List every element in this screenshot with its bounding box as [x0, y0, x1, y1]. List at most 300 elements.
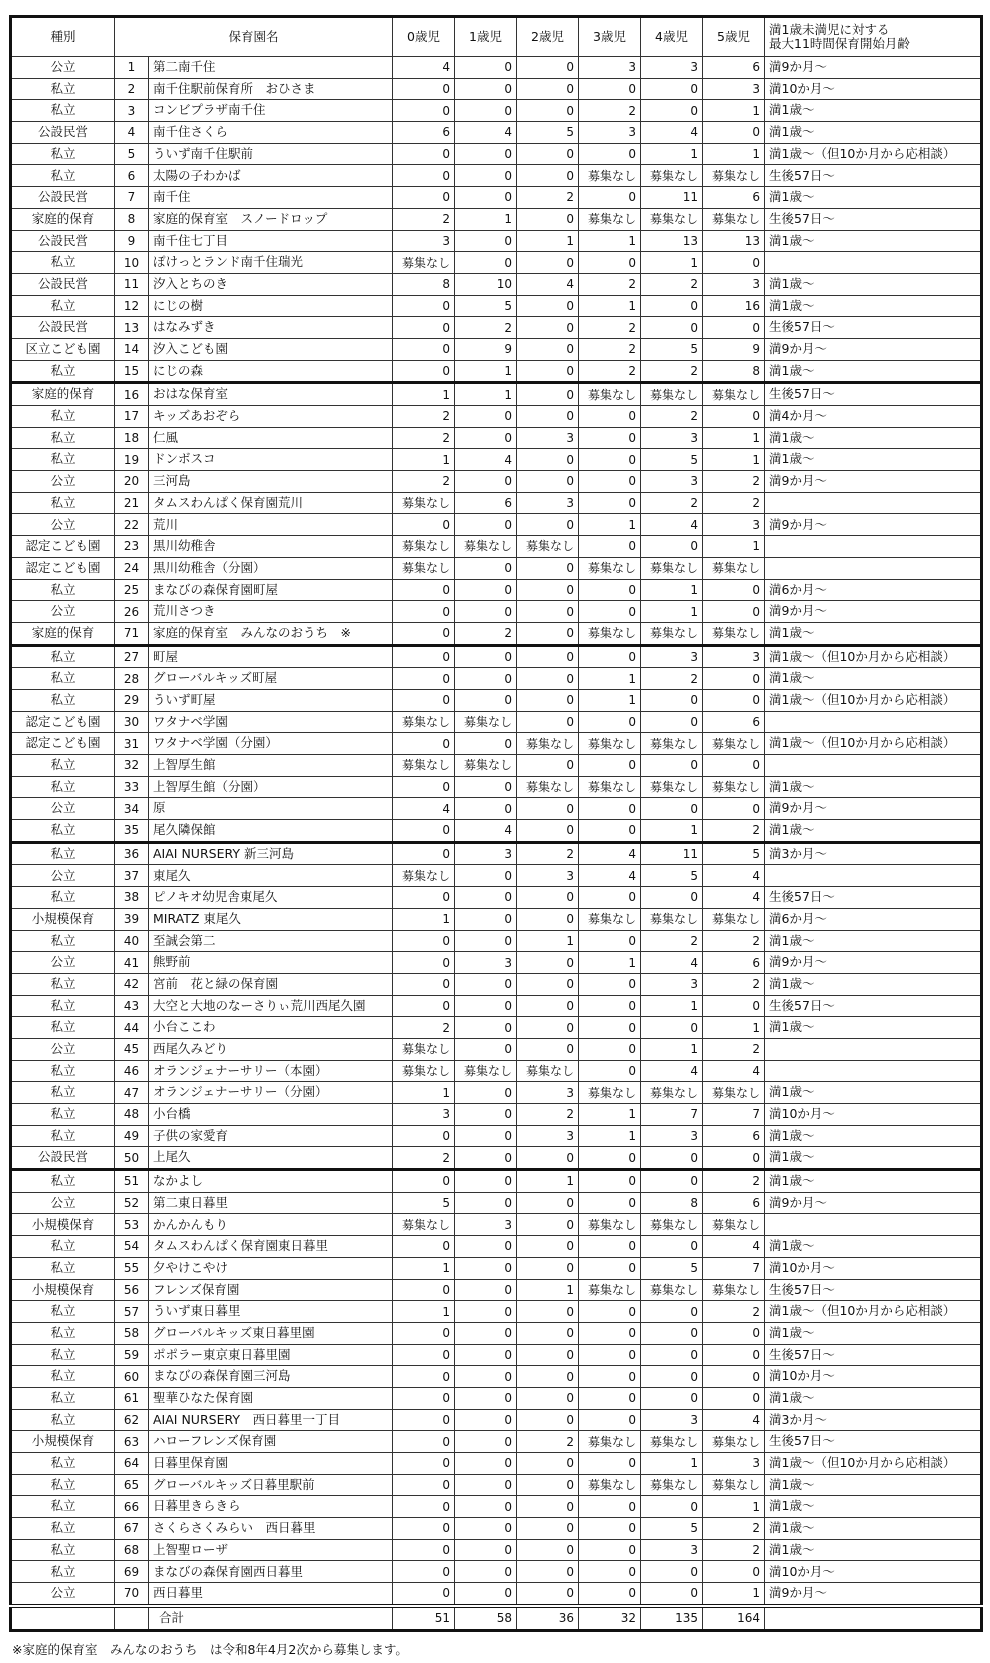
- age5-cell: 募集なし: [703, 776, 765, 798]
- age5-cell: 2: [703, 820, 765, 843]
- note-cell: [765, 755, 982, 777]
- age4-cell: 0: [641, 1496, 703, 1518]
- age4-cell: 0: [641, 78, 703, 100]
- vacancy-table-container: [9, 15, 983, 1632]
- total-age5: 164: [703, 1606, 765, 1630]
- table-row: [11, 579, 982, 601]
- age3-cell: 1: [579, 230, 641, 252]
- age4-cell: 0: [641, 1344, 703, 1366]
- name-cell: ドンボスコ: [149, 449, 393, 471]
- note-cell: [765, 536, 982, 558]
- name-cell: 南千住駅前保育所 おひさま: [149, 78, 393, 100]
- age4-cell: 1: [641, 601, 703, 623]
- age3-cell: 募集なし: [579, 1431, 641, 1453]
- age2-cell: 2: [517, 1431, 579, 1453]
- note-cell: 生後57日～: [765, 1431, 982, 1453]
- age0-cell: 募集なし: [393, 492, 455, 514]
- no-cell: 2: [115, 78, 149, 100]
- table-row: [11, 865, 982, 887]
- name-cell: 原: [149, 798, 393, 820]
- note-cell: 満9か月～: [765, 471, 982, 493]
- name-cell: ぽけっとランド南千住瑞光: [149, 252, 393, 274]
- age1-cell: 0: [455, 689, 517, 711]
- type-cell: 私立: [11, 820, 115, 843]
- age3-cell: 3: [579, 122, 641, 144]
- age5-cell: 募集なし: [703, 908, 765, 930]
- age2-cell: 0: [517, 668, 579, 690]
- name-cell: ワタナベ学園: [149, 711, 393, 733]
- age5-cell: 7: [703, 1257, 765, 1279]
- age3-cell: 1: [579, 1125, 641, 1147]
- table-row: [11, 1561, 982, 1583]
- no-cell: 13: [115, 317, 149, 339]
- age4-cell: 募集なし: [641, 165, 703, 187]
- age3-cell: 0: [579, 536, 641, 558]
- note-cell: 満6か月～: [765, 579, 982, 601]
- name-cell: にじの森: [149, 360, 393, 383]
- age1-cell: 0: [455, 973, 517, 995]
- age0-cell: 募集なし: [393, 865, 455, 887]
- no-cell: 18: [115, 427, 149, 449]
- table-row: [11, 995, 982, 1017]
- age3-cell: 募集なし: [579, 1279, 641, 1301]
- age3-cell: 1: [579, 668, 641, 690]
- age4-cell: 1: [641, 1453, 703, 1475]
- note-cell: 満1歳～: [765, 1147, 982, 1170]
- age4-cell: 1: [641, 252, 703, 274]
- age5-cell: 1: [703, 1583, 765, 1606]
- total-note: [765, 1606, 982, 1630]
- no-cell: 63: [115, 1431, 149, 1453]
- table-row: [11, 57, 982, 79]
- age4-cell: 1: [641, 1038, 703, 1060]
- note-cell: 満9か月～: [765, 1192, 982, 1214]
- age2-cell: 0: [517, 1583, 579, 1606]
- no-cell: 32: [115, 755, 149, 777]
- table-row: [11, 755, 982, 777]
- table-row: [11, 1583, 982, 1606]
- age5-cell: 13: [703, 230, 765, 252]
- table-row: [11, 1257, 982, 1279]
- name-cell: 黒川幼稚舎（分園）: [149, 557, 393, 579]
- age4-cell: 4: [641, 122, 703, 144]
- age4-cell: 4: [641, 1060, 703, 1082]
- age0-cell: 1: [393, 908, 455, 930]
- no-cell: 35: [115, 820, 149, 843]
- age3-cell: 2: [579, 100, 641, 122]
- no-cell: 64: [115, 1453, 149, 1475]
- no-cell: 44: [115, 1017, 149, 1039]
- age1-cell: 0: [455, 668, 517, 690]
- age3-cell: 2: [579, 273, 641, 295]
- age3-cell: 募集なし: [579, 622, 641, 645]
- age0-cell: 募集なし: [393, 536, 455, 558]
- type-cell: 私立: [11, 1301, 115, 1323]
- age3-cell: 0: [579, 1236, 641, 1258]
- age3-cell: 0: [579, 187, 641, 209]
- age3-cell: 0: [579, 645, 641, 668]
- age2-cell: 0: [517, 1301, 579, 1323]
- age1-cell: 募集なし: [455, 1060, 517, 1082]
- age4-cell: 4: [641, 514, 703, 536]
- age0-cell: 0: [393, 689, 455, 711]
- age0-cell: 0: [393, 1539, 455, 1561]
- age2-cell: 0: [517, 1474, 579, 1496]
- name-cell: さくらさくみらい 西日暮里: [149, 1518, 393, 1540]
- name-cell: 子供の家愛育: [149, 1125, 393, 1147]
- age3-cell: 募集なし: [579, 383, 641, 406]
- note-cell: 満4か月～: [765, 406, 982, 428]
- note-cell: 満1歳～: [765, 1125, 982, 1147]
- no-cell: 7: [115, 187, 149, 209]
- age2-cell: 3: [517, 427, 579, 449]
- note-cell: 満1歳～: [765, 1474, 982, 1496]
- name-cell: 家庭的保育室 スノードロップ: [149, 208, 393, 230]
- name-cell: 汐入こども園: [149, 338, 393, 360]
- table-row: [11, 930, 982, 952]
- table-row: [11, 187, 982, 209]
- age1-cell: 0: [455, 1322, 517, 1344]
- no-cell: 19: [115, 449, 149, 471]
- no-cell: 37: [115, 865, 149, 887]
- no-cell: 4: [115, 122, 149, 144]
- age3-cell: 募集なし: [579, 733, 641, 755]
- table-row: [11, 383, 982, 406]
- age4-cell: 7: [641, 1104, 703, 1126]
- age2-cell: 0: [517, 645, 579, 668]
- age0-cell: 0: [393, 1236, 455, 1258]
- age5-cell: 0: [703, 1387, 765, 1409]
- type-cell: 認定こども園: [11, 711, 115, 733]
- age4-cell: 0: [641, 689, 703, 711]
- age0-cell: 0: [393, 514, 455, 536]
- note-cell: 満10か月～: [765, 1366, 982, 1388]
- total-type-cell: [11, 1606, 115, 1630]
- age3-cell: 0: [579, 930, 641, 952]
- age1-cell: 0: [455, 798, 517, 820]
- name-cell: 荒川: [149, 514, 393, 536]
- type-cell: 私立: [11, 492, 115, 514]
- type-cell: 公設民営: [11, 187, 115, 209]
- note-cell: 満10か月～: [765, 1104, 982, 1126]
- age2-cell: 0: [517, 78, 579, 100]
- age3-cell: 0: [579, 143, 641, 165]
- type-cell: 私立: [11, 1170, 115, 1193]
- note-cell: 満1歳～: [765, 1236, 982, 1258]
- age5-cell: 6: [703, 1192, 765, 1214]
- age1-cell: 3: [455, 842, 517, 865]
- name-cell: 町屋: [149, 645, 393, 668]
- age0-cell: 0: [393, 1561, 455, 1583]
- age2-cell: 2: [517, 842, 579, 865]
- type-cell: 私立: [11, 973, 115, 995]
- age3-cell: 0: [579, 1257, 641, 1279]
- age5-cell: 0: [703, 601, 765, 623]
- age4-cell: 5: [641, 338, 703, 360]
- age3-cell: 2: [579, 360, 641, 383]
- age5-cell: 0: [703, 1322, 765, 1344]
- type-cell: 私立: [11, 1322, 115, 1344]
- type-cell: 公立: [11, 952, 115, 974]
- no-cell: 51: [115, 1170, 149, 1193]
- note-cell: 満1歳～: [765, 776, 982, 798]
- age4-cell: 募集なし: [641, 908, 703, 930]
- age1-cell: 1: [455, 360, 517, 383]
- age4-cell: 0: [641, 100, 703, 122]
- age1-cell: 10: [455, 273, 517, 295]
- type-cell: 私立: [11, 1104, 115, 1126]
- type-cell: 私立: [11, 1474, 115, 1496]
- age2-cell: 募集なし: [517, 776, 579, 798]
- age1-cell: 0: [455, 57, 517, 79]
- age1-cell: 0: [455, 776, 517, 798]
- no-cell: 67: [115, 1518, 149, 1540]
- age1-cell: 0: [455, 1236, 517, 1258]
- header-age3: 3歳児: [579, 17, 641, 57]
- age5-cell: 4: [703, 887, 765, 909]
- age2-cell: 0: [517, 295, 579, 317]
- type-cell: 私立: [11, 100, 115, 122]
- table-row: [11, 645, 982, 668]
- name-cell: 上智聖ローザ: [149, 1539, 393, 1561]
- note-cell: 満9か月～: [765, 57, 982, 79]
- age3-cell: 0: [579, 1539, 641, 1561]
- no-cell: 10: [115, 252, 149, 274]
- no-cell: 68: [115, 1539, 149, 1561]
- no-cell: 50: [115, 1147, 149, 1170]
- type-cell: 小規模保育: [11, 908, 115, 930]
- total-row: [11, 1606, 982, 1630]
- age5-cell: 1: [703, 100, 765, 122]
- no-cell: 41: [115, 952, 149, 974]
- age3-cell: 募集なし: [579, 165, 641, 187]
- note-cell: 満1歳～（但10か月から応相談）: [765, 1453, 982, 1475]
- no-cell: 40: [115, 930, 149, 952]
- type-cell: 家庭的保育: [11, 622, 115, 645]
- type-cell: 認定こども園: [11, 536, 115, 558]
- age2-cell: 0: [517, 165, 579, 187]
- table-row: [11, 449, 982, 471]
- age1-cell: 0: [455, 1301, 517, 1323]
- type-cell: 私立: [11, 842, 115, 865]
- no-cell: 53: [115, 1214, 149, 1236]
- age5-cell: 6: [703, 1125, 765, 1147]
- note-cell: 満1歳～: [765, 1496, 982, 1518]
- no-cell: 60: [115, 1366, 149, 1388]
- age1-cell: 9: [455, 338, 517, 360]
- name-cell: グローバルキッズ日暮里駅前: [149, 1474, 393, 1496]
- no-cell: 49: [115, 1125, 149, 1147]
- age3-cell: 0: [579, 755, 641, 777]
- type-cell: 家庭的保育: [11, 208, 115, 230]
- age2-cell: 募集なし: [517, 1060, 579, 1082]
- note-cell: 生後57日～: [765, 208, 982, 230]
- table-row: [11, 1279, 982, 1301]
- no-cell: 69: [115, 1561, 149, 1583]
- age0-cell: 0: [393, 100, 455, 122]
- age1-cell: 0: [455, 557, 517, 579]
- total-age4: 135: [641, 1606, 703, 1630]
- table-row: [11, 908, 982, 930]
- note-cell: 満1歳～（但10か月から応相談）: [765, 645, 982, 668]
- age0-cell: 0: [393, 317, 455, 339]
- age1-cell: 0: [455, 1561, 517, 1583]
- age5-cell: 2: [703, 1518, 765, 1540]
- note-cell: 生後57日～: [765, 887, 982, 909]
- age0-cell: 2: [393, 1017, 455, 1039]
- table-row: [11, 952, 982, 974]
- no-cell: 9: [115, 230, 149, 252]
- age0-cell: 6: [393, 122, 455, 144]
- age0-cell: 募集なし: [393, 1214, 455, 1236]
- no-cell: 48: [115, 1104, 149, 1126]
- type-cell: 私立: [11, 645, 115, 668]
- age1-cell: 0: [455, 1409, 517, 1431]
- note-cell: 満1歳～: [765, 100, 982, 122]
- table-body: [11, 57, 982, 1606]
- age1-cell: 0: [455, 1366, 517, 1388]
- table-row: [11, 689, 982, 711]
- age4-cell: 0: [641, 755, 703, 777]
- note-cell: 満1歳～: [765, 1518, 982, 1540]
- name-cell: 尾久隣保館: [149, 820, 393, 843]
- age0-cell: 0: [393, 930, 455, 952]
- table-row: [11, 1236, 982, 1258]
- name-cell: 西日暮里: [149, 1583, 393, 1606]
- table-row: [11, 820, 982, 843]
- age0-cell: 0: [393, 1125, 455, 1147]
- age5-cell: 6: [703, 57, 765, 79]
- no-cell: 38: [115, 887, 149, 909]
- age2-cell: 0: [517, 798, 579, 820]
- age0-cell: 0: [393, 622, 455, 645]
- age4-cell: 0: [641, 1583, 703, 1606]
- table-row: [11, 973, 982, 995]
- age2-cell: 0: [517, 1147, 579, 1170]
- note-cell: 満1歳～: [765, 1322, 982, 1344]
- age0-cell: 0: [393, 1474, 455, 1496]
- name-cell: キッズあおぞら: [149, 406, 393, 428]
- no-cell: 1: [115, 57, 149, 79]
- age3-cell: 0: [579, 820, 641, 843]
- age0-cell: 0: [393, 1453, 455, 1475]
- type-cell: 私立: [11, 1344, 115, 1366]
- note-cell: [765, 492, 982, 514]
- note-cell: 満9か月～: [765, 952, 982, 974]
- table-row: [11, 295, 982, 317]
- age1-cell: 0: [455, 1279, 517, 1301]
- age1-cell: 0: [455, 187, 517, 209]
- age0-cell: 0: [393, 579, 455, 601]
- age5-cell: 募集なし: [703, 733, 765, 755]
- age4-cell: 0: [641, 1147, 703, 1170]
- age0-cell: 0: [393, 668, 455, 690]
- age3-cell: 0: [579, 252, 641, 274]
- table-row: [11, 798, 982, 820]
- age3-cell: 0: [579, 995, 641, 1017]
- no-cell: 17: [115, 406, 149, 428]
- age0-cell: 2: [393, 406, 455, 428]
- age4-cell: 5: [641, 449, 703, 471]
- age3-cell: 0: [579, 449, 641, 471]
- note-cell: 満3か月～: [765, 1409, 982, 1431]
- age2-cell: 0: [517, 449, 579, 471]
- age5-cell: 1: [703, 449, 765, 471]
- age5-cell: 募集なし: [703, 622, 765, 645]
- age0-cell: 1: [393, 1257, 455, 1279]
- name-cell: 小台橋: [149, 1104, 393, 1126]
- no-cell: 20: [115, 471, 149, 493]
- table-row: [11, 317, 982, 339]
- age0-cell: 0: [393, 165, 455, 187]
- age2-cell: 0: [517, 1257, 579, 1279]
- age4-cell: 0: [641, 1236, 703, 1258]
- age2-cell: 0: [517, 383, 579, 406]
- age1-cell: 0: [455, 1344, 517, 1366]
- no-cell: 27: [115, 645, 149, 668]
- type-cell: 私立: [11, 295, 115, 317]
- age1-cell: 5: [455, 295, 517, 317]
- age0-cell: 0: [393, 1366, 455, 1388]
- age5-cell: 7: [703, 1104, 765, 1126]
- age2-cell: 0: [517, 1496, 579, 1518]
- age0-cell: 0: [393, 143, 455, 165]
- age4-cell: 0: [641, 317, 703, 339]
- age5-cell: 1: [703, 1496, 765, 1518]
- age4-cell: 1: [641, 579, 703, 601]
- age3-cell: 0: [579, 1453, 641, 1475]
- age0-cell: 8: [393, 273, 455, 295]
- no-cell: 43: [115, 995, 149, 1017]
- note-cell: 満1歳～: [765, 187, 982, 209]
- age0-cell: 0: [393, 995, 455, 1017]
- age2-cell: 募集なし: [517, 536, 579, 558]
- age4-cell: 募集なし: [641, 733, 703, 755]
- name-cell: ういず南千住駅前: [149, 143, 393, 165]
- age4-cell: 0: [641, 711, 703, 733]
- type-cell: 私立: [11, 755, 115, 777]
- name-cell: 太陽の子わかば: [149, 165, 393, 187]
- age1-cell: 0: [455, 143, 517, 165]
- table-row: [11, 1192, 982, 1214]
- age5-cell: 6: [703, 952, 765, 974]
- name-cell: なかよし: [149, 1170, 393, 1193]
- age4-cell: 0: [641, 536, 703, 558]
- no-cell: 11: [115, 273, 149, 295]
- age3-cell: 0: [579, 1583, 641, 1606]
- age3-cell: 0: [579, 1344, 641, 1366]
- header-age1: 1歳児: [455, 17, 517, 57]
- note-cell: [765, 865, 982, 887]
- header-name: 保育園名: [115, 17, 393, 57]
- age2-cell: 募集なし: [517, 733, 579, 755]
- age5-cell: 2: [703, 471, 765, 493]
- age3-cell: 0: [579, 1038, 641, 1060]
- table-row: [11, 1322, 982, 1344]
- no-cell: 22: [115, 514, 149, 536]
- note-cell: [765, 1060, 982, 1082]
- age4-cell: 0: [641, 1387, 703, 1409]
- age5-cell: 3: [703, 1453, 765, 1475]
- age5-cell: 0: [703, 1561, 765, 1583]
- table-row: [11, 1344, 982, 1366]
- age5-cell: 3: [703, 273, 765, 295]
- age2-cell: 0: [517, 1387, 579, 1409]
- age1-cell: 0: [455, 1496, 517, 1518]
- age1-cell: 0: [455, 1038, 517, 1060]
- name-cell: 黒川幼稚舎: [149, 536, 393, 558]
- note-cell: [765, 1214, 982, 1236]
